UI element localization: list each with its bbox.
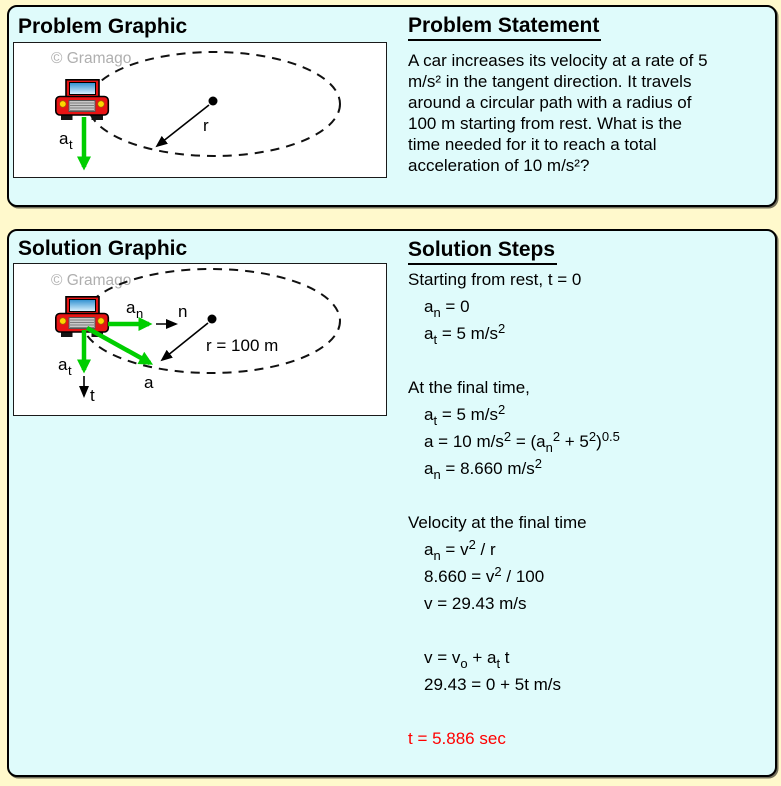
solution-steps: [408, 266, 620, 752]
problem-statement-title: Problem Statement: [408, 14, 601, 41]
solution-step-line: $a_t = 5$ $m/s^2$: [424, 402, 506, 428]
watermark: © Gramago: [51, 272, 132, 289]
at-label-sub: t: [69, 137, 73, 152]
n-axis-label: n: [178, 302, 188, 321]
statement-line: acceleration of 10 m/s²?: [408, 156, 590, 175]
statement-line: 100 m starting from rest. What is the: [408, 114, 682, 133]
at-label-sub: t: [68, 363, 72, 378]
problem-graphic: [13, 42, 387, 178]
solution-step-line: $8.660 = v^2 / 100$: [424, 564, 545, 586]
watermark: © Gramago: [51, 50, 132, 67]
solution-step-line: $a_t = 5$ $m/s^2$: [424, 321, 506, 347]
solution-step-line: Velocity at the final time: [408, 513, 587, 532]
statement-line: A car increases its velocity at a rate of 5: [408, 51, 708, 70]
solution-step-line: t = 5.886 sec: [408, 729, 506, 748]
an-label-sub: n: [136, 306, 144, 321]
at-label: a: [58, 355, 68, 374]
problem-panel: [7, 5, 777, 207]
solution-graphic: [13, 263, 387, 416]
problem-statement-text: [408, 50, 708, 176]
solution-step-line: $a_n = 8.660$ $m/s^2$: [424, 456, 542, 482]
solution-graphic-title: Solution Graphic: [18, 237, 188, 260]
step-spacer: [408, 347, 620, 374]
step-spacer: [408, 698, 620, 725]
solution-step-line: v = 29.43 m/s: [424, 594, 527, 613]
t-axis-label: t: [90, 386, 95, 405]
radius-label: r: [203, 116, 209, 135]
solution-step-line: Starting from rest, t = 0: [408, 270, 582, 289]
an-label: a: [126, 298, 136, 317]
radius-label: r = 100 m: [206, 336, 279, 355]
problem-graphic-title: Problem Graphic: [18, 15, 188, 38]
solution-step-line: $v = v_o + a_t$ t: [424, 648, 510, 671]
radius-arrow: [162, 323, 208, 360]
solution-step-line: $a_n = 0$: [424, 297, 470, 320]
solution-steps-title: Solution Steps: [408, 238, 557, 265]
solution-panel: [7, 229, 777, 777]
step-spacer: [408, 482, 620, 509]
a-label: a: [144, 373, 154, 392]
solution-step-line: $a_n = v^2 / r$: [424, 537, 496, 563]
at-label: a: [59, 129, 69, 148]
step-spacer: [408, 617, 620, 644]
statement-line: m/s² in the tangent direction. It travels: [408, 72, 692, 91]
solution-step-line: 29.43 = 0 + 5t m/s: [424, 675, 562, 694]
solution-step-line: a = 10 $m/s^2 = (a_n^2 + 5^2)^{0.5}$: [424, 429, 620, 455]
car-icon: [56, 80, 109, 120]
statement-line: time needed for it to reach a total: [408, 135, 657, 154]
statement-line: around a circular path with a radius of: [408, 93, 692, 112]
path-center-dot: [208, 315, 217, 324]
path-center-dot: [209, 97, 218, 106]
solution-step-line: At the final time,: [408, 378, 530, 397]
radius-arrow: [157, 105, 209, 146]
